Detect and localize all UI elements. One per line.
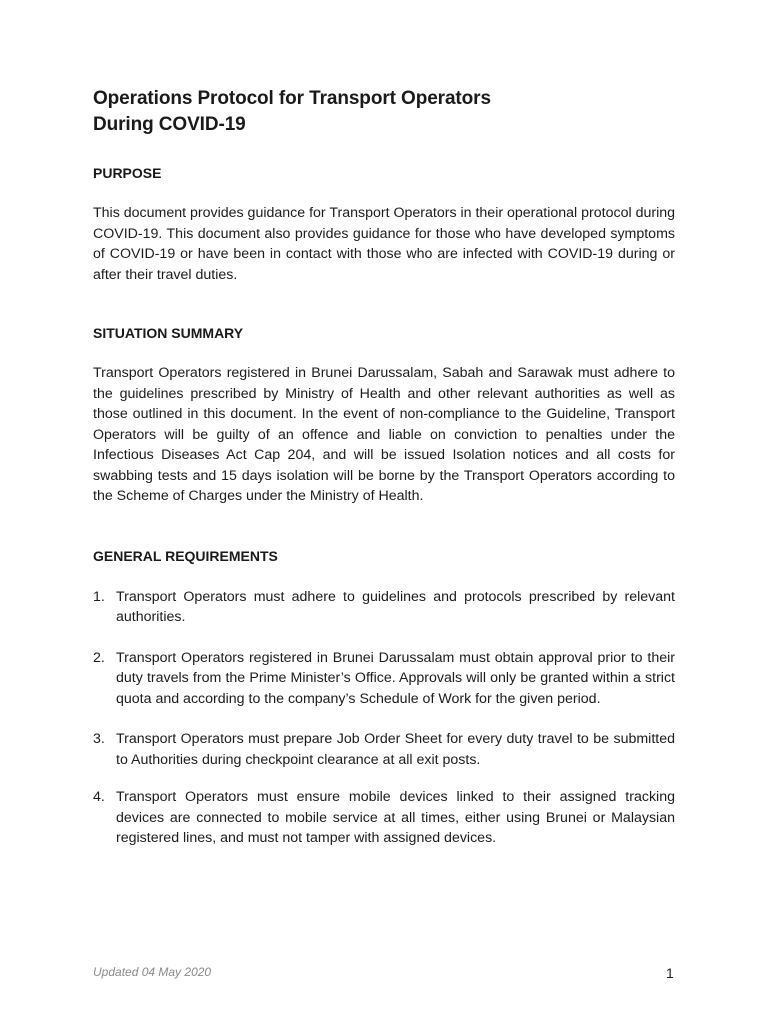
title-line-1: Operations Protocol for Transport Operators — [93, 88, 491, 109]
title-line-2: During COVID-19 — [93, 114, 246, 135]
list-item-number: 4. — [93, 789, 105, 805]
general-requirements-heading: GENERAL REQUIREMENTS — [93, 547, 278, 564]
list-item — [93, 787, 675, 849]
document-page — [93, 86, 675, 869]
situation-summary-paragraph: Transport Operators registered in Brunei Darussalam, Sabah and Sarawak must adhere to the guidelines prescribed by Ministry of Health and other relevant authorities as well as those outlined in this document. In the event of non-compliance to the Guideline, Transport Operators will be guilty of an offence and liable on conviction to penalties under the Infectious Diseases Act Cap 204, and will be issued Isolation notices and all costs for swabbing tests and 15 days isolation will be borne by the Transport Operators according to the Scheme of Charges under the Ministry of Health. — [93, 365, 675, 504]
list-item-text: Transport Operators must ensure mobile devices linked to their assigned tracking devices are connected to mobile service at all times, either using Brunei or Malaysian registered lines, and must not tamper with assigned devices. — [116, 789, 675, 846]
document-title — [93, 86, 675, 138]
list-item-text: Transport Operators registered in Brunei Darussalam must obtain approval prior to their duty travels from the Prime Minister’s Office. Approvals will only be granted within a strict quota and according to the company’s Schedule of Work for the given period. — [116, 649, 675, 707]
list-item-number: 1. — [93, 588, 105, 605]
list-item-text: Transport Operators must adhere to guidelines and protocols prescribed by relevant authorities. — [116, 588, 675, 625]
list-item — [93, 648, 675, 710]
list-item-number: 2. — [93, 649, 105, 666]
footer-updated-date: Updated 04 May 2020 — [93, 965, 212, 979]
list-item — [93, 587, 675, 628]
situation-summary-heading: SITUATION SUMMARY — [93, 325, 244, 341]
general-requirements-list — [93, 587, 675, 849]
list-item-text: Transport Operators must prepare Job Order Sheet for every duty travel to be submitted to Authorities during checkpoint clearance at all exit posts. — [116, 731, 675, 768]
list-item — [93, 729, 675, 770]
purpose-heading: PURPOSE — [93, 165, 162, 181]
page-number: 1 — [666, 965, 674, 981]
purpose-paragraph: This document provides guidance for Transport Operators in their operational protocol during COVID-19. This document also provides guidance for those who have developed symptoms of COVID-19 or have been in contact with those who are infected with COVID-19 during or after their travel duties. — [93, 205, 676, 283]
list-item-number: 3. — [93, 731, 105, 747]
